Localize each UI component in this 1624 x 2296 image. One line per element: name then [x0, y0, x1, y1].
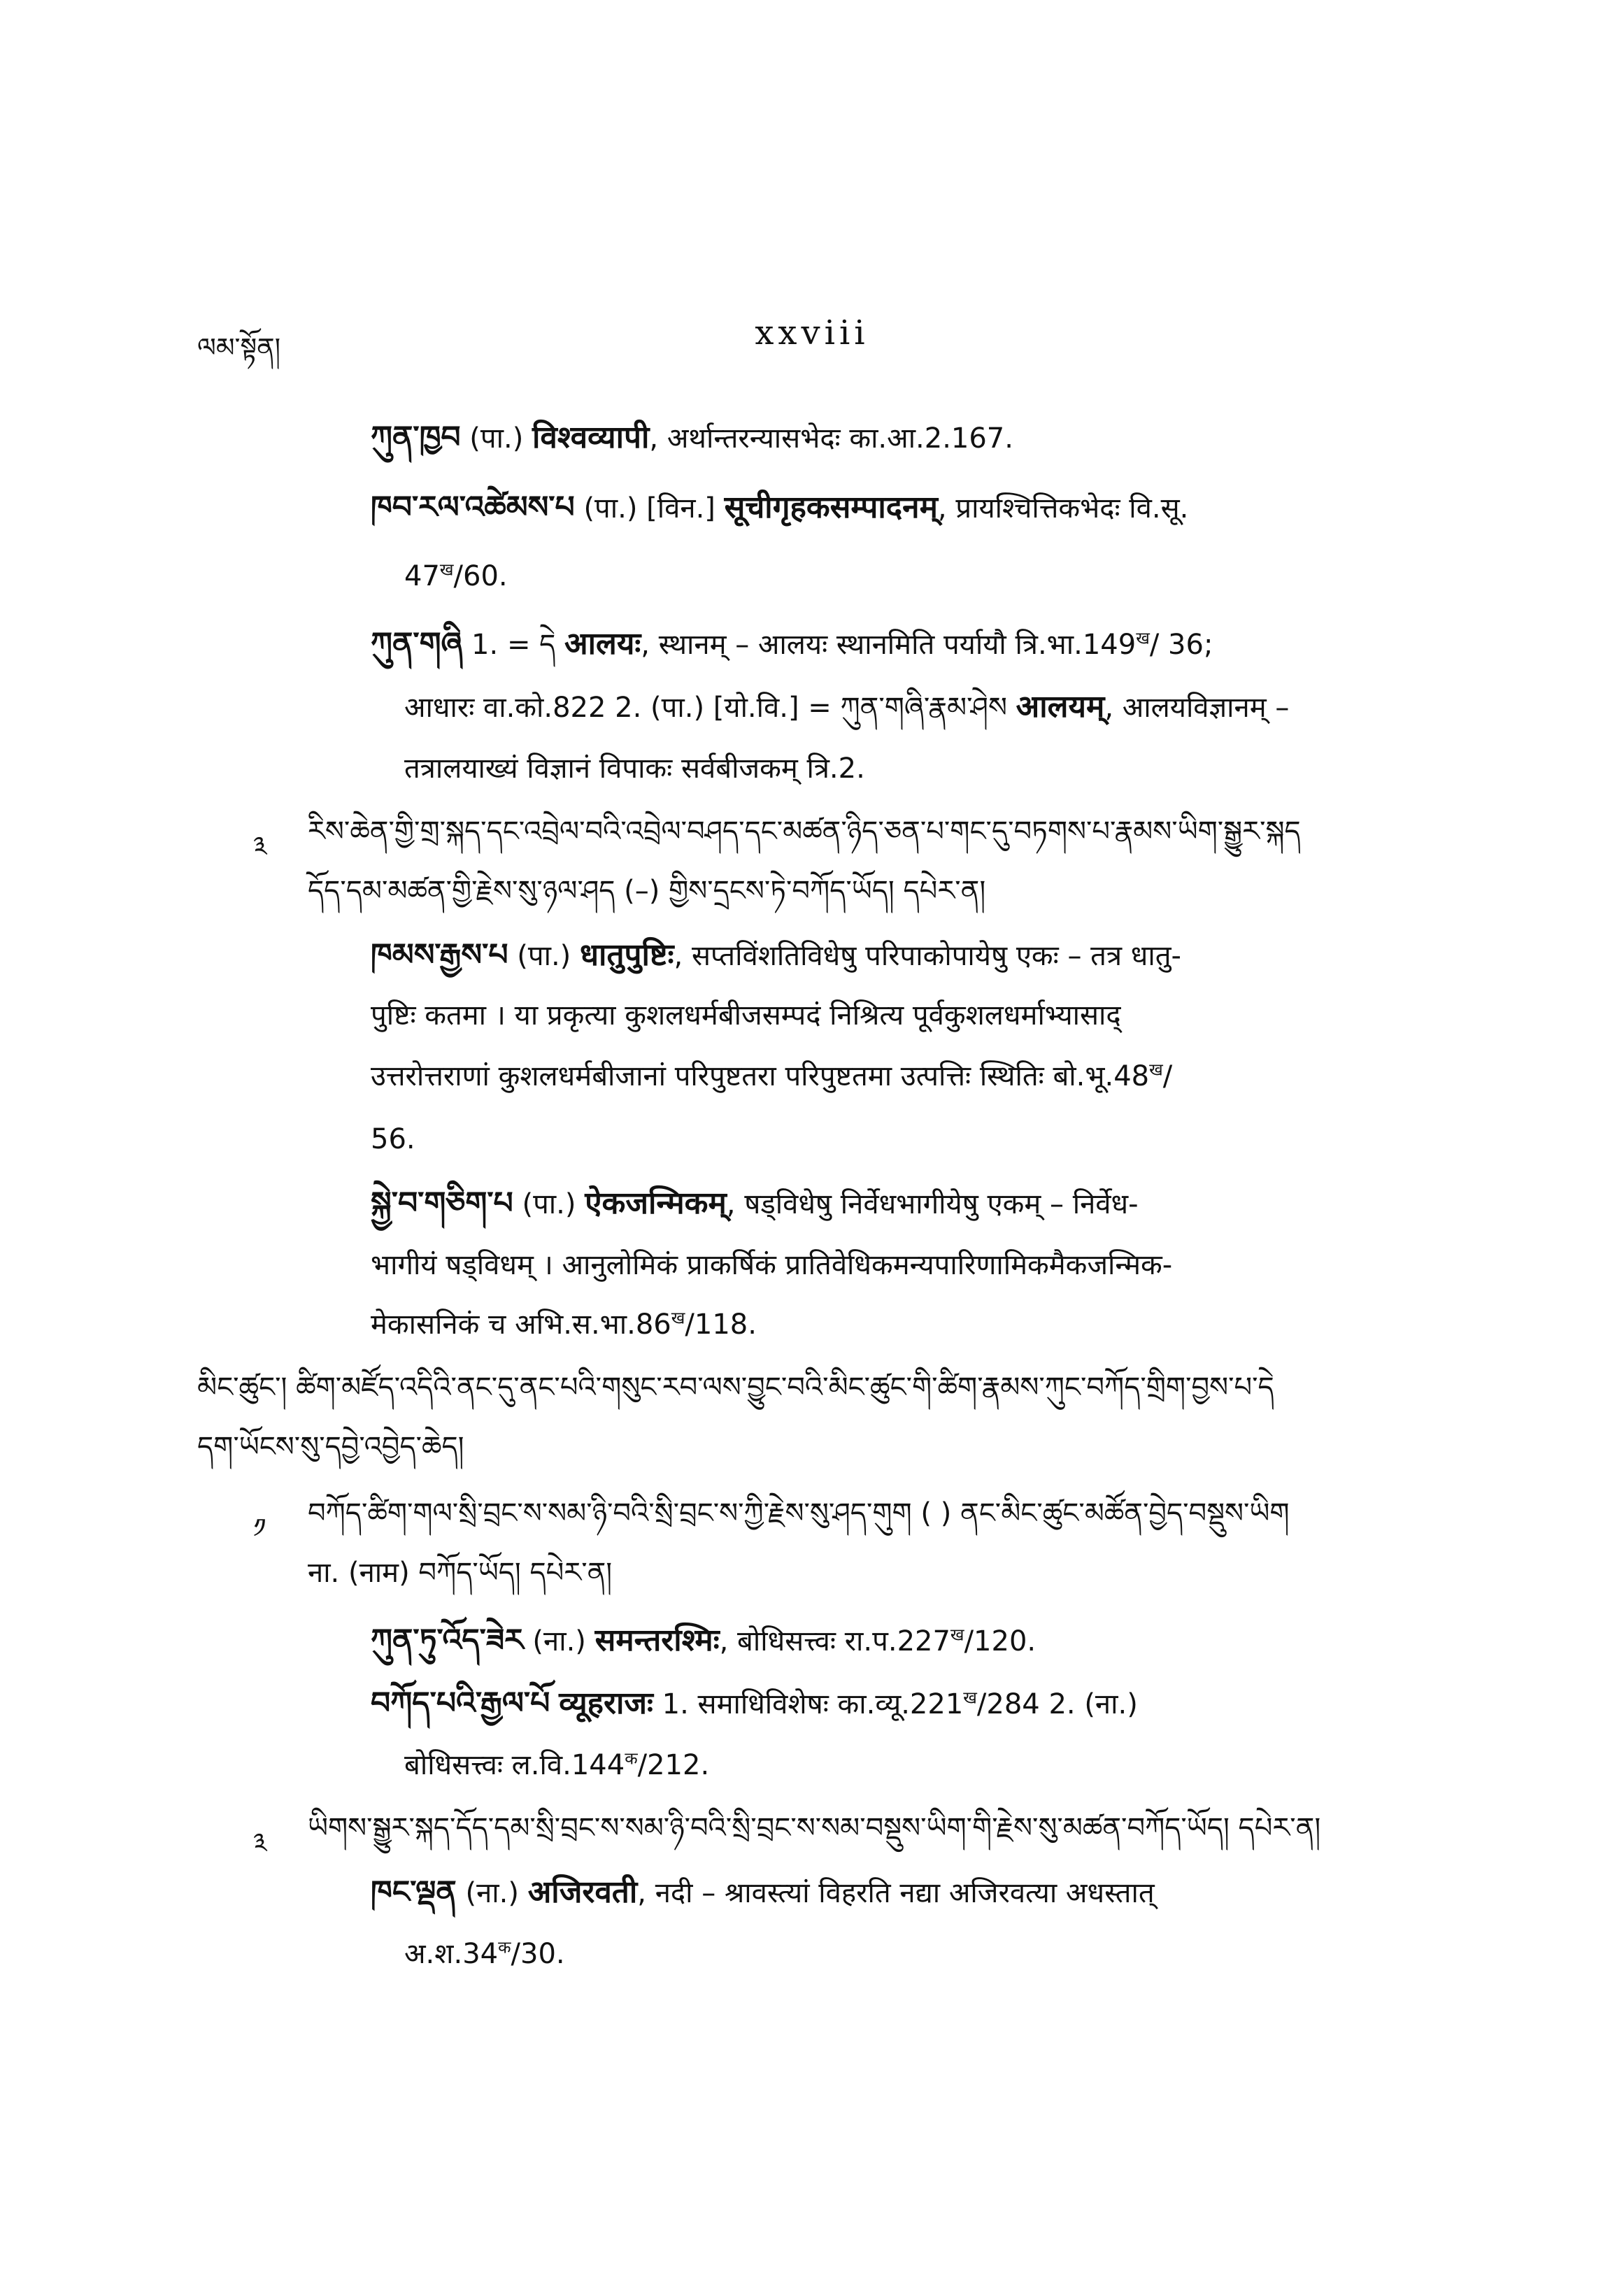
text-segment: (पा.) [विन.]	[574, 492, 725, 525]
sanskrit-equivalent: समन्तरश्मिः	[594, 1623, 720, 1658]
text-segment: 1. समाधिविशेषः का.व्यू.221	[653, 1688, 964, 1720]
text-segment: /284 2. (ना.)	[976, 1688, 1138, 1720]
text-segment: /118.	[685, 1309, 757, 1341]
text-line	[371, 1060, 1172, 1093]
text-segment: भागीयं षड्विधम् । आनुलोमिकं प्राकर्षिकं प्रातिवेधिकमन्यपारिणामिकमैकजन्मिक-	[371, 1249, 1173, 1281]
text-segment: /212.	[637, 1749, 710, 1781]
text-segment: ཡིགས་སྒྱུར་སྐད་དོད་དམ་སྲི་བྲང་ས་སམ་ཉི་བའི་སྲི་བྲང་ས་སམ་བསྡུས་ཡིག་གི་རྗེས་སུ་མཚན་བཀོད་ཡོད། དཔེར་ན།	[308, 1812, 1321, 1844]
text-segment	[550, 1688, 559, 1720]
text-line	[371, 1308, 757, 1341]
text-segment: རིས་ཆེན་གྱི་གྲ་སྐད་དང་འབྲེལ་བའི་འབྲེལ་བཤད་དང་མཚན་ཉིད་ཅན་པ་གང་དུ་བཏགས་པ་རྣམས་ཡིག་སྒྱུར་སྐད	[308, 815, 1301, 848]
text-line	[308, 1811, 1320, 1845]
text-segment: (पा.)	[508, 940, 580, 972]
sanskrit-equivalent: आलयः	[564, 626, 641, 662]
text-segment: बोधिसत्त्वः ल.वि.144	[404, 1749, 625, 1781]
sanskrit-equivalent: ऐकजन्मिकम्	[585, 1185, 727, 1221]
headword: ཀུན་ཏུ་འོད་ཟེར	[371, 1623, 524, 1658]
text-line	[371, 1874, 1155, 1911]
headword: ཀུན་གཞི	[371, 626, 463, 662]
superscript-folio: ख	[950, 1625, 964, 1645]
text-segment: , षड्विधेषु निर्वेधभागीयेषु एकम् – निर्वेध-	[726, 1188, 1139, 1220]
text-segment: / 36;	[1149, 629, 1213, 661]
text-line	[308, 874, 985, 908]
text-line	[371, 420, 1013, 457]
text-line	[371, 1248, 1172, 1282]
headword: ཁམས་རྒྱས་པ	[371, 937, 508, 973]
superscript-folio: ख	[671, 1308, 685, 1328]
headword: ཁང་ལྡན	[371, 1874, 457, 1910]
text-segment: (ना.)	[523, 1625, 595, 1657]
text-line	[308, 1556, 612, 1590]
headword: བཀོད་པའི་རྒྱལ་པོ	[371, 1685, 550, 1721]
sanskrit-equivalent: आलयम्	[1016, 689, 1105, 725]
text-segment: तत्रालयाख्यं विज्ञानं विपाकः सर्वबीजकम् त्रि.2.	[404, 753, 865, 785]
text-segment: मेकासनिकं च अभि.स.भा.86	[371, 1309, 671, 1341]
superscript-folio: ख	[439, 559, 454, 580]
text-segment: , स्थानम् – आलयः स्थानमिति पर्यायौ त्रि.भा.149	[641, 629, 1137, 661]
superscript-folio: ख	[1149, 1060, 1163, 1080]
text-segment: /60.	[453, 560, 508, 592]
text-line	[371, 626, 1213, 663]
superscript-folio: ख	[1136, 628, 1150, 648]
headword: སྐྱེ་བ་གཅིག་པ	[371, 1185, 513, 1221]
text-segment: བཀོད་ཚིག་གལ་སྲི་བྲང་ས་སམ་ཉི་བའི་སྲི་བྲང་ས་ཀྱི་རྗེས་སུ་ཤད་གུག ( ) ནང་མིང་ཚུང་མཚོན་བྱེད་བསྡུས་ཡིག	[308, 1497, 1290, 1530]
text-line	[404, 752, 865, 785]
text-segment: उत्तरोत्तराणां कुशलधर्मबीजानां परिपुष्टतरा परिपुष्टतमा उत्पत्तिः स्थितिः बो.भू.48	[371, 1060, 1150, 1092]
text-line	[371, 1122, 415, 1156]
section-number: ༣	[253, 831, 267, 862]
text-segment: དག་ཡོངས་སུ་དབྱེ་འབྱེད་ཆེད།	[197, 1431, 464, 1463]
text-segment: མིང་ཚུང་། ཚིག་མཛོད་འདིའི་ནང་དུ་ནང་པའི་གསུང་རབ་ལས་བྱུང་བའི་མིང་ཚུང་གི་ཚིག་རྣམས་ཀུང་བཀོད་གྲིག་བྱས་པ་དེ	[197, 1371, 1274, 1404]
headword: ཁབ་རལ་འཚེམས་པ	[371, 490, 575, 525]
text-segment: , सप्तविंशतिविधेषु परिपाकोपायेषु एकः – तत्र धातु-	[674, 940, 1181, 972]
headword: ཀུན་ཁྱབ	[371, 420, 461, 455]
text-line	[371, 1685, 1138, 1723]
text-segment: 1. = དེ	[462, 629, 565, 661]
text-segment: (पा.)	[460, 422, 533, 455]
text-line	[404, 559, 508, 593]
text-line	[197, 1430, 464, 1464]
sanskrit-equivalent: सूचीगृहकसम्पादनम्	[724, 490, 938, 525]
sanskrit-equivalent: अजिरवती	[527, 1874, 638, 1910]
text-line	[308, 815, 1301, 848]
sanskrit-equivalent: विश्वव्यापी	[532, 420, 650, 455]
page-number: xxviii	[755, 313, 869, 352]
text-line	[371, 490, 1188, 527]
text-segment: , बोधिसत्त्वः रा.प.227	[719, 1625, 950, 1657]
text-segment: (ना.)	[456, 1877, 528, 1909]
text-line	[404, 1937, 565, 1971]
superscript-folio: ख	[963, 1688, 977, 1708]
text-segment: ना. (नाम) བཀོད་ཡོད། དཔེར་ན།	[308, 1557, 613, 1589]
text-segment: /120.	[964, 1625, 1037, 1657]
text-line	[371, 937, 1181, 974]
superscript-folio: क	[625, 1748, 638, 1769]
text-segment: अ.श.34	[404, 1938, 499, 1970]
text-segment: पुष्टिः कतमा । या प्रकृत्या कुशलधर्मबीजसम्पदं निश्रित्य पूर्वकुशलधर्माभ्यासाद्	[371, 999, 1121, 1032]
text-line	[371, 999, 1121, 1032]
sanskrit-equivalent: धातुपुष्टिः	[580, 937, 674, 973]
text-segment: , प्रायश्चित्तिकभेदः वि.सू.	[937, 492, 1189, 525]
text-segment: आधारः वा.को.822 2. (पा.) [यो.वि.] = ཀུན་གཞི་རྣམ་ཤེས	[404, 692, 1016, 724]
running-head: ལམ་སྟོན།	[197, 332, 281, 363]
text-segment: དོད་དམ་མཚན་གྱི་རྗེས་སུ་ཉལ་ཤད (–) གྱིས་དྲངས་ཏེ་བཀོད་ཡོད། དཔེར་ན།	[308, 875, 986, 907]
text-segment: 47	[404, 560, 440, 592]
text-line	[197, 1371, 1274, 1404]
text-line	[308, 1497, 1290, 1530]
text-segment: , आलयविज्ञानम् –	[1104, 692, 1290, 724]
text-segment: (पा.)	[513, 1188, 585, 1220]
section-number: ༣	[253, 1827, 267, 1858]
section-number: ༡	[253, 1513, 266, 1543]
text-segment: /	[1162, 1060, 1173, 1092]
text-line	[371, 1623, 1036, 1660]
sanskrit-equivalent: व्यूहराजः	[559, 1685, 653, 1721]
text-segment: , नदी – श्रावस्त्यां विहरति नद्या अजिरवत्या अधस्तात्	[637, 1877, 1155, 1909]
text-segment: /30.	[511, 1938, 565, 1970]
text-segment: 56.	[371, 1123, 415, 1155]
text-line	[404, 1748, 709, 1782]
text-line	[404, 689, 1289, 726]
text-line	[371, 1185, 1139, 1222]
superscript-folio: क	[498, 1937, 511, 1958]
text-segment: , अर्थान्तरन्यासभेदः का.आ.2.167.	[649, 422, 1013, 455]
